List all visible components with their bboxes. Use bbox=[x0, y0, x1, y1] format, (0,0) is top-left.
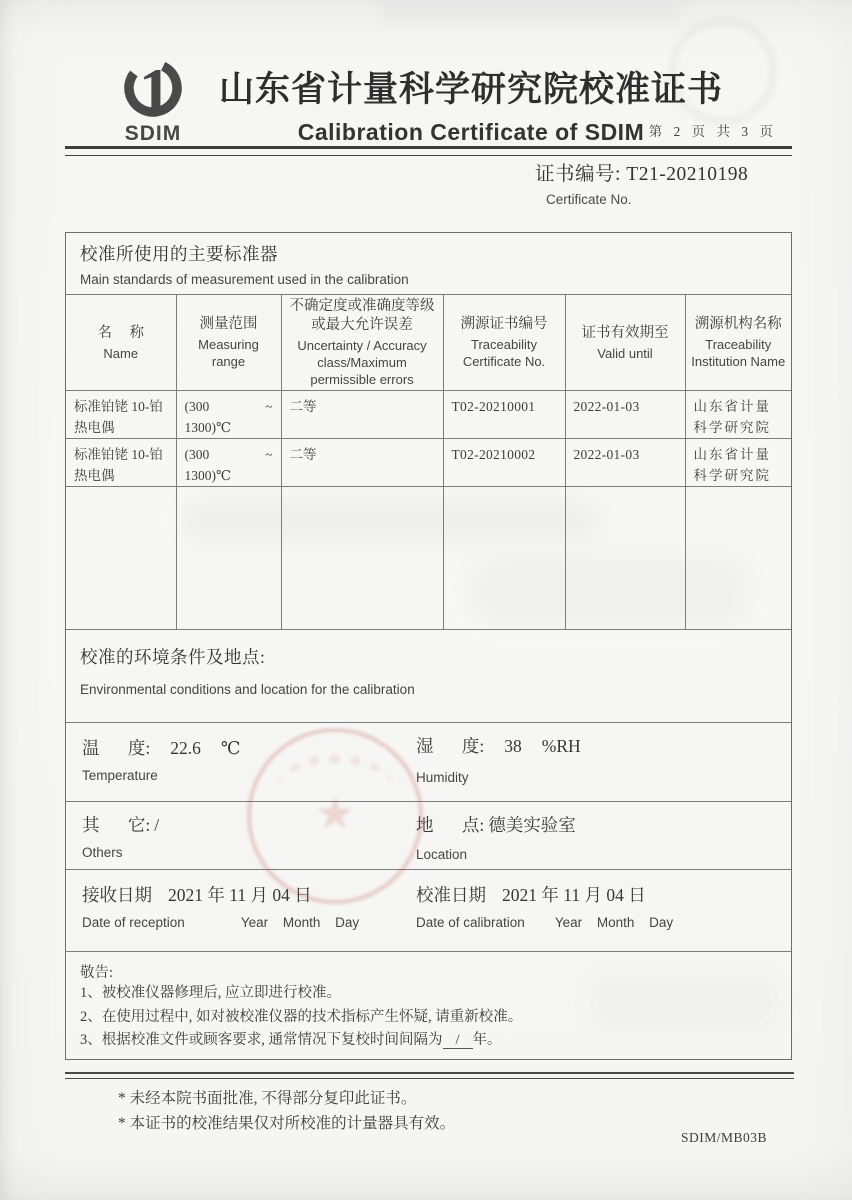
notice-section bbox=[66, 951, 791, 1059]
humidity-field bbox=[416, 733, 581, 785]
accuracy-class: 二等 bbox=[281, 439, 443, 487]
col-header-institution: 溯源机构名称 Traceability Institution Name bbox=[685, 295, 791, 391]
environment-section-header bbox=[66, 629, 791, 722]
measuring-range: (300 ~ 1300)℃ bbox=[176, 391, 281, 439]
calibration-date-label-zh: 校准日期 bbox=[416, 885, 486, 905]
location-value: 德美实验室 bbox=[488, 815, 576, 835]
temperature-field bbox=[82, 735, 240, 783]
temperature-label-zh: 温 度: bbox=[82, 738, 151, 758]
dates-row bbox=[66, 869, 791, 951]
traceability-cert-no: T02-20210001 bbox=[443, 391, 565, 439]
certificate-number-label: 证书编号: bbox=[535, 164, 627, 185]
traceability-institution: 山东省计量科学研究院 bbox=[685, 391, 791, 439]
reception-date-label-zh: 接收日期 bbox=[82, 885, 152, 905]
calibration-date-label-en: Date of calibration bbox=[416, 915, 525, 930]
location-label-zh: 地 点: bbox=[416, 815, 485, 835]
measuring-range: (300 ~ 1300)℃ bbox=[176, 439, 281, 487]
standards-title-en: Main standards of measurement used in the calibration bbox=[80, 272, 409, 287]
col-header-trace-no: 溯源证书编号 Traceability Certificate No. bbox=[443, 295, 565, 391]
table-row-empty bbox=[66, 487, 791, 630]
reception-date-label-en: Date of reception bbox=[82, 915, 185, 930]
footer-divider bbox=[65, 1072, 794, 1079]
standard-name: 标准铂铑 10-铂热电偶 bbox=[66, 391, 176, 439]
environment-title-zh: 校准的环境条件及地点: bbox=[80, 647, 266, 667]
certificate-number-label-en: Certificate No. bbox=[546, 192, 632, 207]
table-row bbox=[66, 391, 791, 439]
notice-item: 3、根据校准文件或顾客要求, 通常情况下复校时间间隔为 / 年。 bbox=[80, 1032, 502, 1048]
others-value: / bbox=[154, 815, 160, 835]
table-row bbox=[66, 439, 791, 487]
environment-title-en: Environmental conditions and location for the calibration bbox=[80, 682, 415, 697]
certificate-number-line bbox=[535, 158, 748, 186]
standard-name: 标准铂铑 10-铂热电偶 bbox=[66, 439, 176, 487]
stamp-star-icon: ★ bbox=[314, 788, 356, 839]
reception-date-field bbox=[82, 882, 359, 930]
col-header-valid-until: 证书有效期至 Valid until bbox=[565, 295, 685, 391]
col-header-range: 测量范围 Measuring range bbox=[176, 295, 281, 391]
svg-text:SDIM: SDIM bbox=[124, 122, 182, 145]
reception-date-value: 2021 年 11 月 04 日 bbox=[168, 885, 312, 905]
humidity-unit: %RH bbox=[541, 736, 581, 756]
recalibration-interval-blank: / bbox=[443, 1033, 473, 1049]
humidity-label-en: Humidity bbox=[416, 770, 469, 785]
temperature-value: 22.6 bbox=[170, 738, 201, 758]
page-number-info: 第 2 页 共 3 页 bbox=[648, 124, 777, 139]
notice-item: 1、被校准仪器修理后, 应立即进行校准。 bbox=[80, 985, 341, 1001]
certificate-number-value: T21-20210198 bbox=[626, 164, 749, 185]
location-label-en: Location bbox=[416, 847, 468, 862]
reception-date-units-en: Year Month Day bbox=[240, 915, 360, 930]
col-header-uncertainty: 不确定度或准确度等级或最大允许误差 Uncertainty / Accuracy class/Maximum permissible errors bbox=[281, 295, 443, 391]
footnote: * 本证书的校准结果仅对所校准的计量器具有效。 bbox=[118, 1115, 456, 1132]
standards-title-zh: 校准所使用的主要标准器 bbox=[80, 244, 278, 264]
temperature-humidity-row bbox=[66, 722, 791, 801]
humidity-value: 38 bbox=[504, 736, 522, 756]
header-divider bbox=[65, 146, 792, 156]
notice-item: 2、在使用过程中, 如对被校准仪器的技术指标产生怀疑, 请重新校准。 bbox=[80, 1008, 523, 1025]
others-location-row bbox=[66, 801, 791, 869]
scan-smudge bbox=[380, 0, 680, 24]
table-header-row bbox=[66, 295, 791, 391]
notice-title: 敬告: bbox=[80, 965, 114, 981]
location-field bbox=[416, 812, 576, 862]
calibration-date-field bbox=[416, 882, 673, 930]
accuracy-class: 二等 bbox=[281, 391, 443, 439]
certificate-body bbox=[65, 232, 792, 1060]
page-title-zh: 山东省计量科学研究院校准证书 bbox=[218, 70, 723, 109]
others-label-en: Others bbox=[82, 845, 123, 860]
others-label-zh: 其 它: bbox=[82, 815, 151, 835]
traceability-institution: 山东省计量科学研究院 bbox=[685, 439, 791, 487]
valid-until-date: 2022-01-03 bbox=[565, 439, 685, 487]
calibration-date-value: 2021 年 11 月 04 日 bbox=[502, 885, 646, 905]
footnotes bbox=[118, 1086, 455, 1136]
standards-table bbox=[66, 294, 791, 629]
standards-section-header bbox=[66, 233, 791, 294]
traceability-cert-no: T02-20210002 bbox=[443, 439, 565, 487]
others-field bbox=[82, 812, 159, 860]
col-header-name: 名 称 Name bbox=[66, 295, 176, 391]
temperature-unit: ℃ bbox=[220, 738, 241, 758]
valid-until-date: 2022-01-03 bbox=[565, 391, 685, 439]
calibration-date-units-en: Year Month Day bbox=[554, 915, 674, 930]
form-code: SDIM/MB03B bbox=[680, 1130, 767, 1145]
svg-text:1: 1 bbox=[139, 55, 171, 126]
page-title-en: Calibration Certificate of SDIM bbox=[297, 119, 645, 145]
footnote: * 未经本院书面批准, 不得部分复印此证书。 bbox=[118, 1090, 417, 1107]
temperature-label-en: Temperature bbox=[82, 768, 158, 783]
humidity-label-zh: 湿 度: bbox=[416, 736, 485, 756]
